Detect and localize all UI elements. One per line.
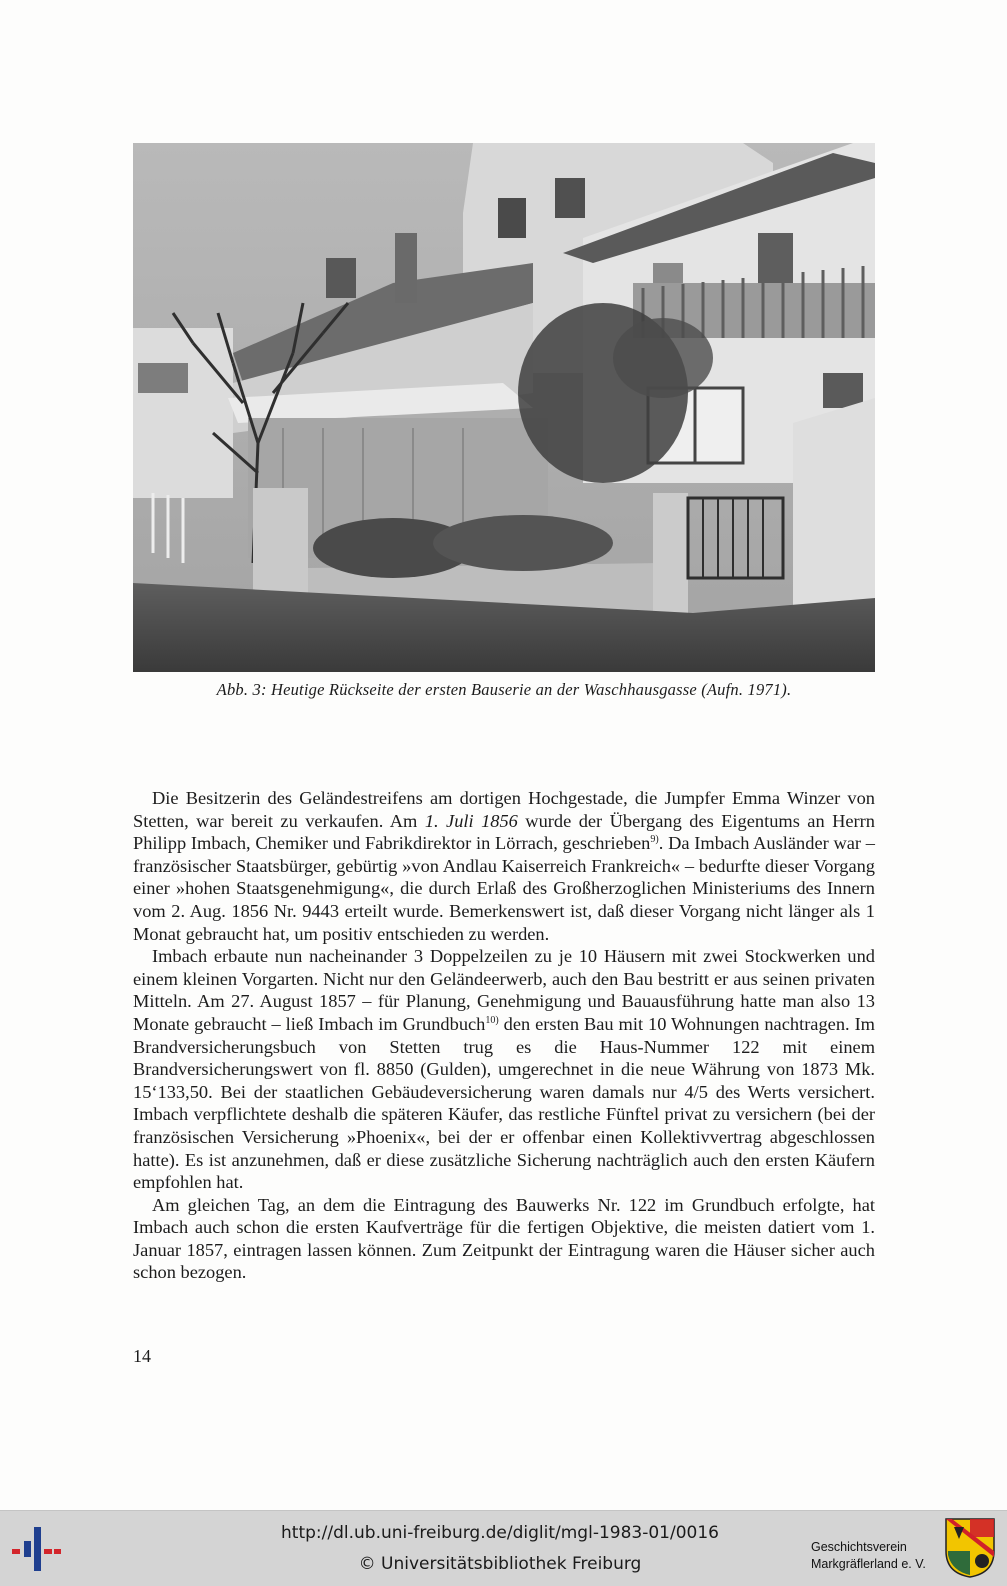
text-run: Am gleichen Tag, an dem die Eintragung des Bauwerks Nr. 122 im Grundbuch erfolgte, hat Imbach auch schon die ersten Kaufverträge für die fertigen Objektive, die meisten datiert vom 1. Januar 1857, eintragen lassen können. Zum Zeitpunkt der Eintragung waren die Häuser sicher auch schon bezogen. [133,1194,875,1283]
text-run: . Da Imbach Ausländer war – französischer Staatsbürger, gebürtig »von Andlau Kaiserreich Frankreich« – bedurfte dieser Vorgang einer »hohen Staatsgenehmigung«, die durch Erlaß des Großherzoglichen Ministeriums des Innern vom 2. Aug. 1856 Nr. 9443 erteilt wurde. Bemerkenswert ist, daß dieser Vorgang nicht länger als 1 Monat gebraucht hat, um positiv entschieden zu werden. [133,833,875,944]
text-run: wurde der Übergang des Eigentums an Herrn Philipp Imbach, Chemiker und Fabrikdirektor in Lörrach, geschrieben [133,810,875,854]
page-number: 14 [133,1346,151,1366]
house-photo-illustration [133,143,875,672]
figure-caption: Abb. 3: Heutige Rückseite der ersten Bauserie an der Waschhausgasse (Aufn. 1971). [216,680,792,699]
copyright-notice: © Universitätsbibliothek Freiburg [358,1554,642,1574]
text-run: den ersten Bau mit 10 Wohnungen nachtragen. Im Brandversicherungsbuch von Stetten trug es die Haus-Nummer 122 mit einem Brandversicherungswert von fl. 8850 (Gulden), umgerechnet in die neue Währung von 1873 Mk. 15‘133,50. Bei der staatlichen Gebäudeversicherung waren damals nur 4/5 des Werts versichert. Imbach verpflichtete deshalb die späteren Käufer, das restliche Fünftel privat zu versichern (bei der französischen Versicherung »Phoenix«, bei der er offenbar einen Kollektivvertrag abgeschlossen hatte). Es ist anzunehmen, daß er diese zusätzliche Sicherung nachträglich auch den ersten Käufern empfohlen hat. [133,1013,875,1193]
permalink-url[interactable]: http://dl.ub.uni-freiburg.de/diglit/mgl-1983-01/0016 [281,1523,719,1543]
library-footer [0,1510,1007,1586]
paragraph [133,1194,875,1284]
article-body [133,787,875,1284]
coat-of-arms-icon[interactable] [944,1517,996,1579]
figure-photo [133,143,875,672]
footnote-ref: 9) [650,834,659,846]
text-run: Imbach erbaute nun nacheinander 3 Doppelzeilen zu je 10 Häusern mit zwei Stockwerken und einem kleinen Vorgarten. Nicht nur den Geländeerwerb, auch den Bau bestritt er aus seinen privaten Mitteln. Am 27. August 1857 – für Planung, Genehmigung und Bauausführung hatte man also 13 Monate gebraucht – ließ Imbach im Grundbuch [133,946,875,1034]
footnote-ref: 10) [485,1014,499,1026]
emphasis: 1. Juli 1856 [424,810,518,831]
society-name [811,1539,943,1573]
paragraph [133,787,875,945]
ub-freiburg-logo-icon[interactable] [10,1523,62,1575]
society-line-2: Markgräflerland e. V. [811,1557,926,1571]
society-line-1: Geschichtsverein [811,1540,907,1554]
paragraph [133,945,875,1194]
text-run: Die Besitzerin des Geländestreifens am dortigen Hochgestade, die Jumpfer Emma Winzer von Stetten, war bereit zu verkaufen. Am [133,788,875,831]
